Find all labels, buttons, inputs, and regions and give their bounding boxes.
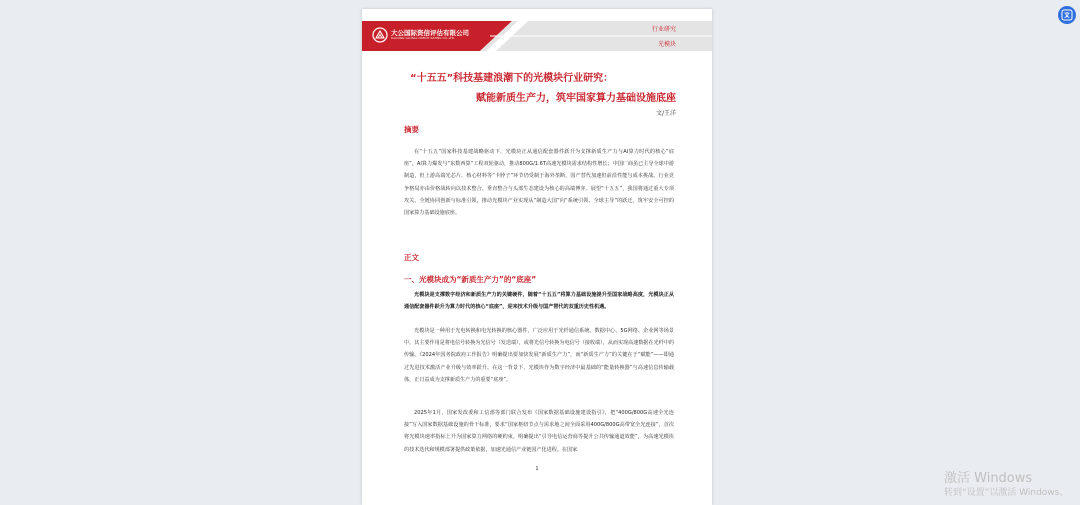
section-1-paragraph-2: 光模块是一种用于光电转换和电光转换的核心器件，广泛应用于光纤通信系统、数据中心、5G网络、企业网等场景中。其主要作用是将电信号转换为光信号（发送端），或将光信号转换为电信号（接收端），从而实现高速数据在光纤中的传输。《2024年国务院政府工作报告》明确提出要加快发展“新质生产力”，而“新质生产力”的关键在于“赋能”——即通过先进技术激活产业升级与效率跃升。在这一背景下，光模块作为数字经济中最基础的“能量转换器”与高速信息传输载体，正日益成为支撑新质生产力的重要“底座”。: [404, 328, 674, 383]
page-number: 1: [535, 466, 539, 472]
section-1-lead-paragraph: 光模块是支撑数字经济和新质生产力的关键硬件，随着“十五五”将算力基础设施提升至国家战略高度，光模块正从通信配套器件跃升为算力时代的核心“底座”，迎来技术升级与国产替代的双重历史性机遇。: [404, 292, 674, 311]
main-text-heading: 正文: [404, 253, 419, 262]
abstract-paragraph: 在“十五五”国家科技基建战略驱动下，光模块正从通信配套器件跃升为支撑新质生产力与AI算力时代的核心“底座”。AI算力爆发与“东数西算”工程双轮驱动，推动800G/1.6T高速光模块需求结构性增长；中国厂商虽已主导全球中游制造，但上游高端光芯片、核心材料等“卡脖子”环节仍受制于海外垄断，国产替代加速但前沿性能与成本挑战。行业竞争格局亦由价格战转向以技术整合、垂直整合与头部生态建设为核心的高端博弈。展望“十五五”，我国将通过重大专项攻关、全链协同创新与标准引领，推动光模块产业实现从“制造大国”向“系统引领、全球主导”的跃迁，筑牢安全可控的国家算力基础设施底座。: [404, 149, 674, 217]
translate-icon: [1061, 9, 1073, 21]
logo-text-cn: 大公国际资信评估有限公司: [391, 28, 469, 37]
document-title-line-1: “十五五”科技基建浪潮下的光模块行业研究：: [410, 73, 614, 84]
translate-button[interactable]: [1058, 6, 1076, 24]
section-1-heading: 一、光模块成为“新质生产力”的“底座”: [404, 275, 537, 284]
category-tag: 行业研究: [651, 26, 676, 33]
section-1-paragraph-3: 2025年1月，国家发改委和工信部等部门联合发布《国家数据基础设施建设指引》，把“400G/800G高速全光连接”写入国家数据基础设施的骨干标准，要求“国家枢纽节点与需求地之间全面采用400G/800G高带宽全光连接”，首次将光模块速率指标上升为国家算力网络的硬约束，明确提出“引导电信运营商等提升公共传输通道效能”，为高速光模块的技术迭代和规模部署提供政策依据，加速光通信产业链国产化进程。在国家: [404, 410, 674, 453]
company-logo: [372, 27, 469, 43]
company-logo-icon: [372, 27, 388, 43]
author-byline: 文/王洋: [655, 110, 676, 117]
document-title-line-2: 赋能新质生产力，筑牢国家算力基础设施底座: [476, 93, 676, 104]
watermark-title: 激活 Windows: [944, 471, 1033, 486]
watermark-subtitle: 转到“设置”以激活 Windows。: [944, 488, 1069, 498]
topic-tag: 光模块: [657, 41, 676, 48]
logo-text-en: DAGONG GLOBAL CREDIT RATING CO.,LTD.: [391, 36, 456, 41]
windows-activation-watermark: [944, 472, 1068, 498]
abstract-heading: 摘要: [404, 125, 419, 134]
document-page: [362, 9, 712, 505]
